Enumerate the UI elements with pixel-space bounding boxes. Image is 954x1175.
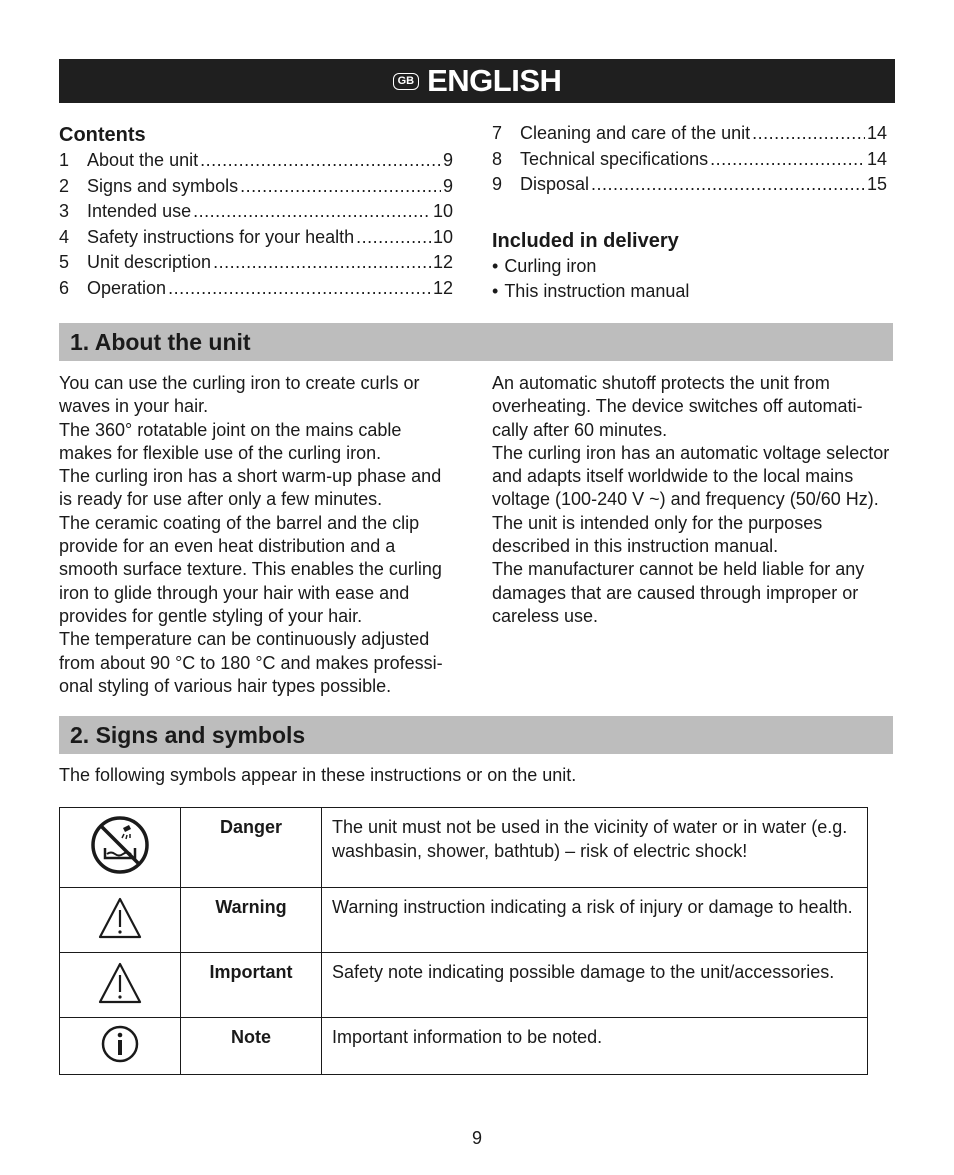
toc-title: Signs and symbols [87,175,239,196]
toc-leader [240,174,441,200]
toc-title: Disposal [520,174,590,195]
warning-triangle-icon [97,896,143,940]
toc-leader [200,148,441,174]
language-header [59,59,895,103]
toc-number: 5 [59,252,70,273]
about-left-column [59,372,459,698]
warning-triangle-icon [97,961,143,1005]
section-title: 1. About the unit [70,328,251,355]
icon-cell [60,888,181,953]
toc-leader [213,250,431,276]
symbol-label: Important [181,953,322,1018]
toc-number: 8 [492,148,503,169]
toc-leader [752,121,865,147]
toc-page: 14 [866,123,887,143]
toc-number: 3 [59,201,70,222]
toc-item [59,225,453,251]
language-title: ENGLISH [427,63,562,98]
toc-item [492,147,887,173]
toc-number: 2 [59,175,70,196]
toc-title: Operation [87,277,167,298]
symbols-intro: The following symbols appear in these instructions or on the unit. [59,765,577,785]
contents-heading: Contents [59,124,146,146]
toc-leader [168,276,431,302]
symbols-table [59,807,868,1075]
section-title: 2. Signs and symbols [70,721,306,748]
toc-list-right [492,121,887,198]
contents-left [59,122,453,302]
toc-title: Unit description [87,252,212,273]
contents-right [492,121,887,305]
toc-title: Safety instructions for your health [87,226,355,247]
toc-leader [193,199,431,225]
section-heading-symbols [59,716,893,754]
paragraph: The temperature can be continuously adjusted from about 90 °C to 180 °C and makes professi-onal styling of various hair types possible. [59,629,443,696]
toc-number: 9 [492,174,503,195]
icon-cell [60,1018,181,1075]
toc-title: Intended use [87,201,192,222]
toc-page: 15 [866,174,887,195]
about-right-column [492,372,892,628]
delivery-heading: Included in delivery [492,229,679,252]
icon-cell [60,808,181,888]
delivery-item: • This instruction manual [492,279,887,305]
toc-item [492,172,887,198]
symbol-description: Important information to be noted. [322,1018,868,1075]
toc-item [59,250,453,276]
table-row [60,953,868,1018]
toc-list-left [59,148,453,302]
page-number: 9 [471,1128,482,1148]
toc-number: 6 [59,277,70,298]
toc-item [59,148,453,174]
paragraph: You can use the curling iron to create curls or waves in your hair. [59,373,420,417]
delivery-item: • Curling iron [492,254,887,280]
toc-item [59,276,453,302]
toc-item [492,121,887,147]
toc-title: About the unit [87,150,199,170]
toc-page: 9 [442,175,453,196]
toc-title: Technical specifications [520,148,709,169]
toc-leader [356,225,431,251]
toc-item [59,174,453,200]
country-badge: GB [393,73,420,90]
table-row [60,888,868,953]
toc-page: 9 [442,150,453,170]
toc-number: 1 [59,150,70,170]
section-heading-about [59,323,893,361]
no-water-icon [89,814,151,876]
toc-item [59,199,453,225]
paragraph: The ceramic coating of the barrel and the clip provide for an even heat distribution and a smooth surface texture. This enables the curling iron to glide through your hair with ease and provides for gentle styling of your hair. [59,512,442,626]
paragraph: The manufacturer cannot be held liable for any damages that are caused through improper or careless use. [492,559,865,626]
toc-page: 10 [432,201,453,222]
icon-cell [60,953,181,1018]
symbol-description: The unit must not be used in the vicinity of water or in water (e.g. washbasin, shower, bathtub) – risk of electric shock! [322,808,868,888]
paragraph: The 360° rotatable joint on the mains cable makes for flexible use of the curling iron. [59,419,402,463]
paragraph: The unit is intended only for the purposes described in this instruction manual. [492,512,823,557]
table-row [60,808,868,888]
toc-leader [591,172,865,198]
paragraph: The curling iron has an automatic voltage selector and adapts itself worldwide to the local mains voltage (100-240 V ~) and frequency (50/60 Hz). [492,442,890,510]
toc-number: 4 [59,226,70,247]
toc-page: 12 [432,252,453,273]
toc-page: 12 [432,277,453,298]
symbol-label: Warning [181,888,322,953]
toc-page: 10 [432,226,453,247]
toc-leader [710,147,865,173]
symbol-description: Safety note indicating possible damage to the unit/accessories. [322,953,868,1018]
symbol-label: Note [181,1018,322,1075]
table-row [60,1018,868,1075]
toc-page: 14 [866,148,887,169]
toc-number: 7 [492,123,503,143]
toc-title: Cleaning and care of the unit [520,123,751,143]
symbol-description: Warning instruction indicating a risk of injury or damage to health. [322,888,868,953]
info-icon [100,1024,140,1064]
paragraph: The curling iron has a short warm-up phase and is ready for use after only a few minutes. [59,466,442,510]
symbol-label: Danger [181,808,322,888]
paragraph: An automatic shutoff protects the unit from overheating. The device switches off automati-cally after 60 minutes. [492,373,863,440]
